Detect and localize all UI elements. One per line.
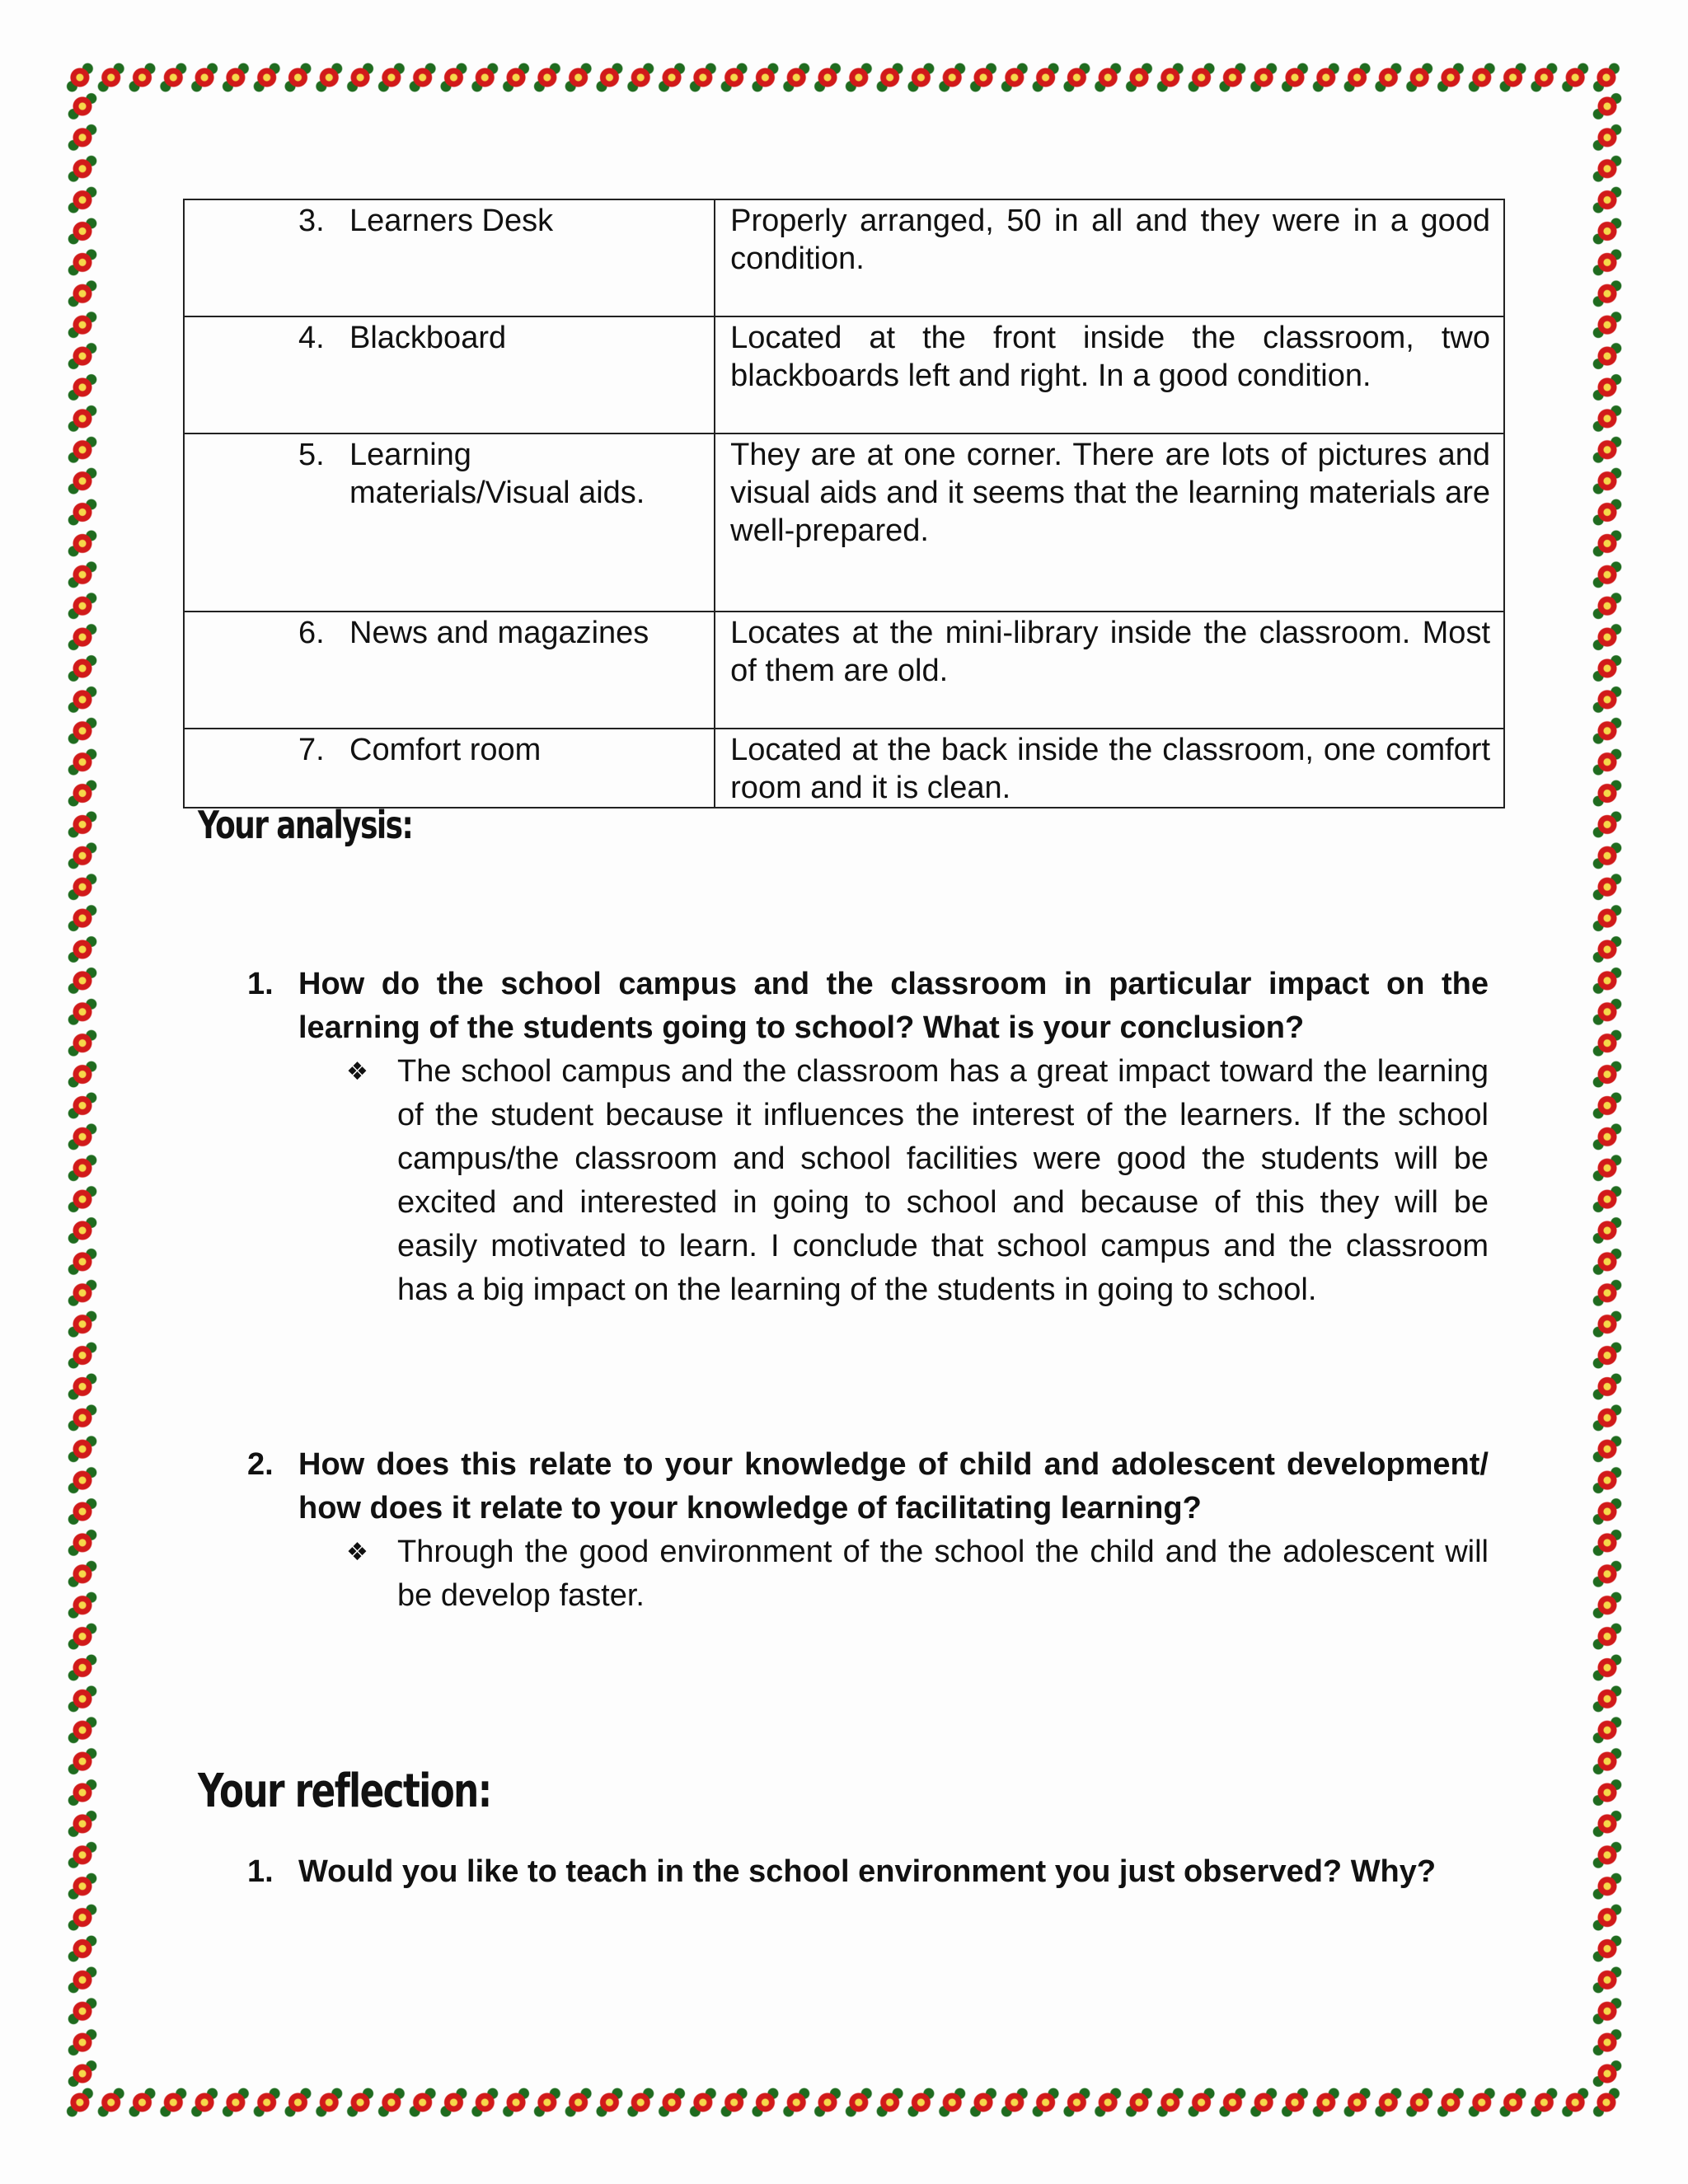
flower-border-bottom [64,2088,1620,2117]
item-label: Blackboard [349,321,507,355]
table-row [184,612,1504,729]
table-row [184,199,1504,316]
item-number: 6. [298,616,325,650]
item-cell [184,612,715,729]
item-label: Learning materials/Visual aids. [349,438,645,510]
observation-table [183,199,1505,808]
item-number: 3. [298,204,325,238]
flower-border-right [1592,91,1622,2089]
item-cell [184,434,715,612]
item-label: News and magazines [349,616,649,650]
question-text: Would you like to teach in the school environment you just observed? Why? [298,1854,1437,1889]
description-cell: Locates at the mini-library inside the classroom. Most of them are old. [715,612,1504,729]
table-row [184,434,1504,612]
reflection-question-1 [247,1850,1489,1894]
description-cell: Located at the back inside the classroom, one comfort room and it is clean. [715,729,1504,808]
question-number: 1. [247,967,274,1001]
description-cell: Located at the front inside the classroom, two blackboards left and right. In a good condition. [715,316,1504,434]
question-number: 2. [247,1447,274,1482]
item-cell [184,729,715,808]
item-cell [184,199,715,316]
table-row [184,316,1504,434]
question-number: 1. [247,1854,274,1889]
flower-border-top [64,63,1620,92]
diamond-bullet-icon: ❖ [346,1058,368,1085]
answer-text: Through the good environment of the school the child and the adolescent will be develop faster. [397,1535,1489,1613]
flower-border-left [68,91,97,2089]
answer-text: The school campus and the classroom has a great impact toward the learning of the student because it influences the interest of the learners. If the school campus/the classroom and school facilities were good the students will be excited and interested in going to school and because of this they will be easily motivated to learn. I conclude that school campus and the classroom has a big impact on the learning of the students in going to school. [397,1054,1489,1307]
item-label: Learners Desk [349,204,554,238]
diamond-bullet-icon: ❖ [346,1539,368,1566]
analysis-answer-2 [346,1530,1489,1618]
item-number: 4. [298,321,325,355]
reflection-heading: Your reflection: [198,1765,491,1818]
description-cell: They are at one corner. There are lots of pictures and visual aids and it seems that the learning materials are well-prepared. [715,434,1504,612]
table-row [184,729,1504,808]
analysis-heading: Your analysis: [198,803,413,847]
analysis-question-2 [247,1443,1489,1530]
item-number: 5. [298,438,325,472]
item-label: Comfort room [349,733,542,767]
analysis-answer-1 [346,1050,1489,1312]
item-number: 7. [298,733,325,767]
analysis-question-1 [247,963,1489,1050]
question-text: How do the school campus and the classroom in particular impact on the learning of the students going to school? What is your conclusion? [298,967,1489,1045]
description-cell: Properly arranged, 50 in all and they were in a good condition. [715,199,1504,316]
question-text: How does this relate to your knowledge of child and adolescent development/ how does it relate to your knowledge of facilitating learning? [298,1447,1489,1526]
item-cell [184,316,715,434]
